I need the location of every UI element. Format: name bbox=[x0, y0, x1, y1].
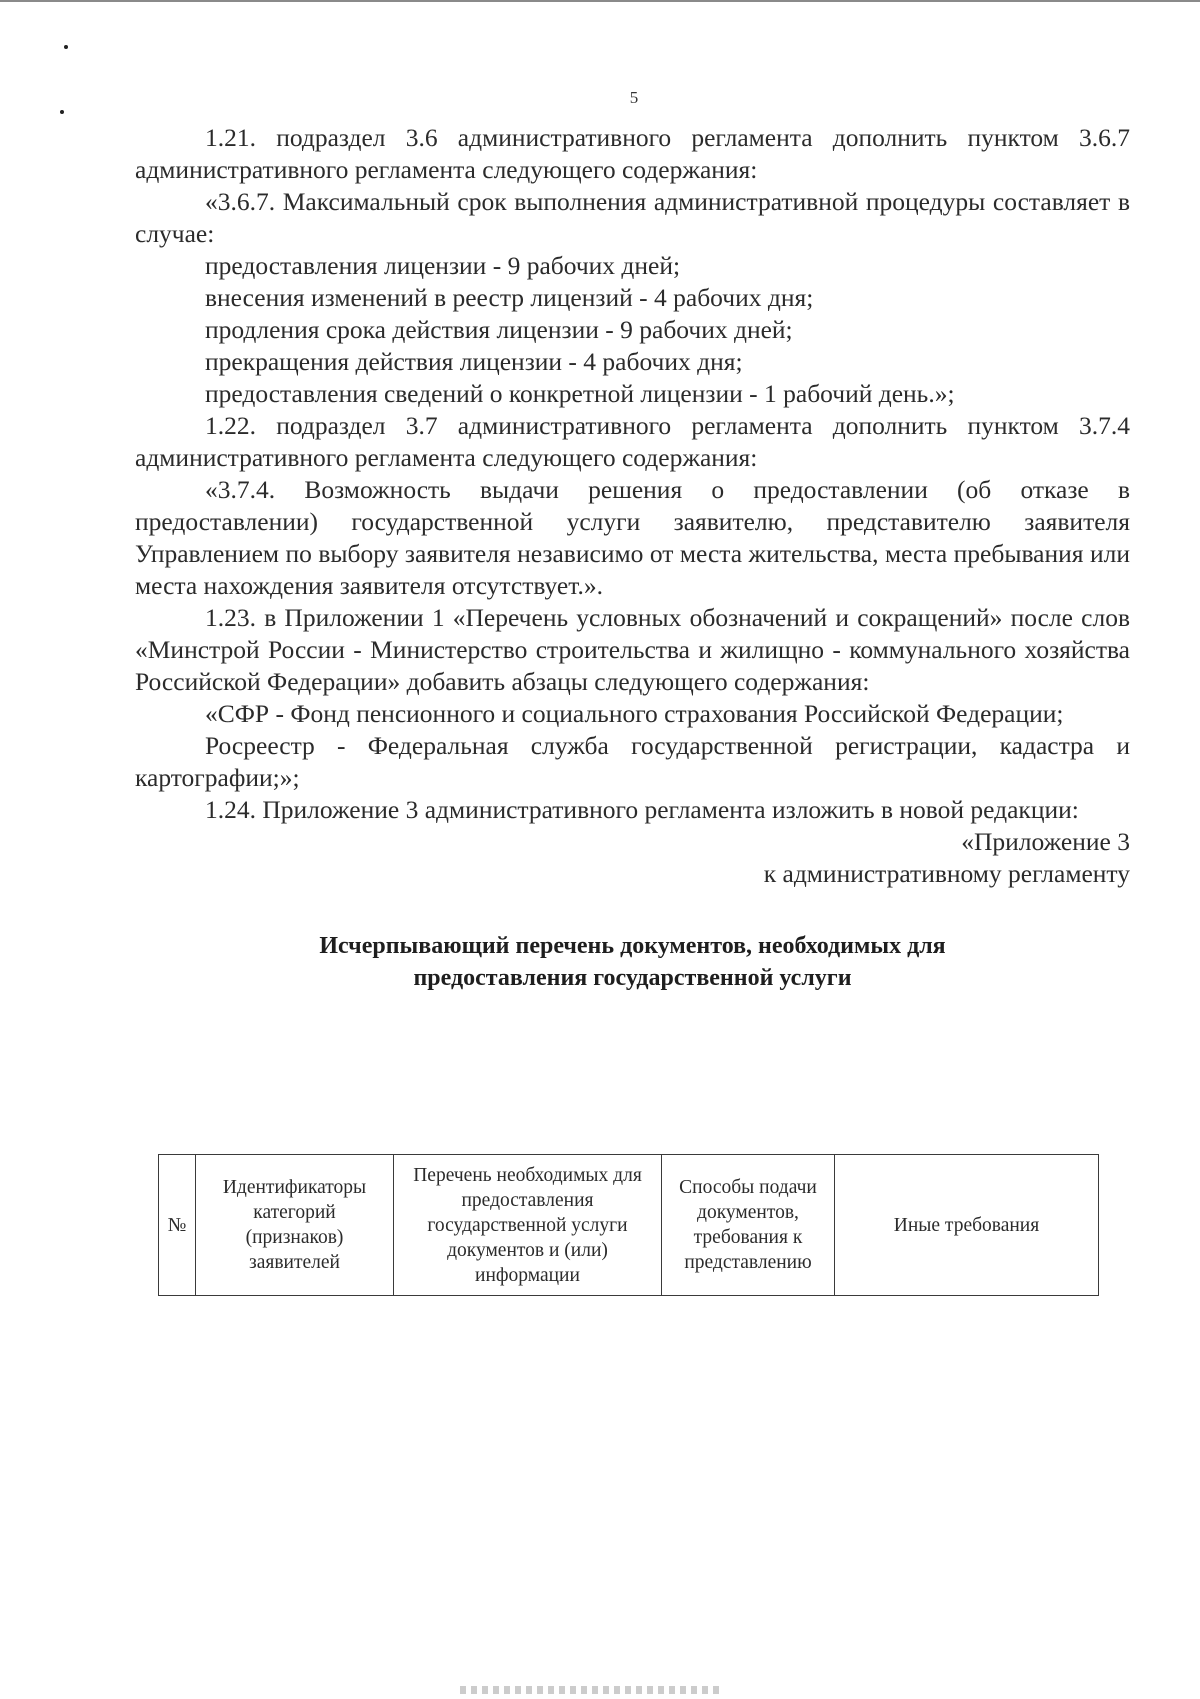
documents-table bbox=[158, 1154, 1099, 1296]
list-item: продления срока действия лицензии - 9 рабочих дней; bbox=[205, 315, 793, 344]
list-item: внесения изменений в реестр лицензий - 4 рабочих дня; bbox=[205, 283, 814, 312]
list-item: прекращения действия лицензии - 4 рабочих дня; bbox=[205, 347, 743, 376]
appendix-sublabel: к административному регламенту bbox=[763, 859, 1130, 888]
section-title-line: Исчерпывающий перечень документов, необходимых для bbox=[319, 933, 946, 959]
top-border bbox=[0, 0, 1200, 2]
scan-speck bbox=[64, 45, 68, 49]
paragraph-3-7-4: «3.7.4. Возможность выдачи решения о предоставлении (об отказе в предоставлении) государственной услуги заявителю, представителю заявителя Управлением по выбору заявителя независимо от места жительства, места пребывания или места нахождения заявителя отсутствует.». bbox=[135, 475, 1130, 600]
header-cell-documents: Перечень необходимых для предоставления государственной услуги документов и (или) информации bbox=[394, 1155, 662, 1296]
list-item: предоставления сведений о конкретной лицензии - 1 рабочий день.»; bbox=[205, 379, 955, 408]
paragraph-1-22: 1.22. подраздел 3.7 административного регламента дополнить пунктом 3.7.4 административного регламента следующего содержания: bbox=[135, 411, 1130, 472]
paragraph-rosreestr: Росреестр - Федеральная служба государственной регистрации, кадастра и картографии;»; bbox=[135, 731, 1130, 792]
header-cell-other: Иные требования bbox=[835, 1155, 1099, 1296]
list-item: предоставления лицензии - 9 рабочих дней; bbox=[205, 251, 681, 280]
header-cell-categories: Идентификаторы категорий (признаков) заявителей bbox=[196, 1155, 394, 1296]
paragraph-1-21: 1.21. подраздел 3.6 административного регламента дополнить пунктом 3.6.7 административного регламента следующего содержания: bbox=[135, 123, 1130, 184]
paragraph-1-23: 1.23. в Приложении 1 «Перечень условных обозначений и сокращений» после слов «Минстрой России - Министерство строительства и жилищно - коммунального хозяйства Российской Федерации» добавить абзацы следующего содержания: bbox=[135, 603, 1130, 696]
appendix-label: «Приложение 3 bbox=[961, 827, 1130, 856]
paragraph-3-6-7: «3.6.7. Максимальный срок выполнения административной процедуры составляет в случае: bbox=[135, 187, 1130, 248]
scan-speck bbox=[60, 110, 64, 114]
header-cell-number: № bbox=[159, 1155, 196, 1296]
paragraph-1-24: 1.24. Приложение 3 административного регламента изложить в новой редакции: bbox=[205, 795, 1079, 824]
paragraph-sfr: «СФР - Фонд пенсионного и социального страхования Российской Федерации; bbox=[205, 699, 1064, 728]
document-body bbox=[135, 122, 1130, 994]
table-header-row bbox=[159, 1155, 1099, 1296]
scan-artifact bbox=[460, 1686, 720, 1694]
header-cell-methods: Способы подачи документов, требования к представлению bbox=[662, 1155, 835, 1296]
section-title bbox=[135, 930, 1130, 994]
section-title-line: предоставления государственной услуги bbox=[413, 965, 852, 991]
page-number: 5 bbox=[629, 88, 639, 107]
duration-list bbox=[135, 250, 1130, 410]
